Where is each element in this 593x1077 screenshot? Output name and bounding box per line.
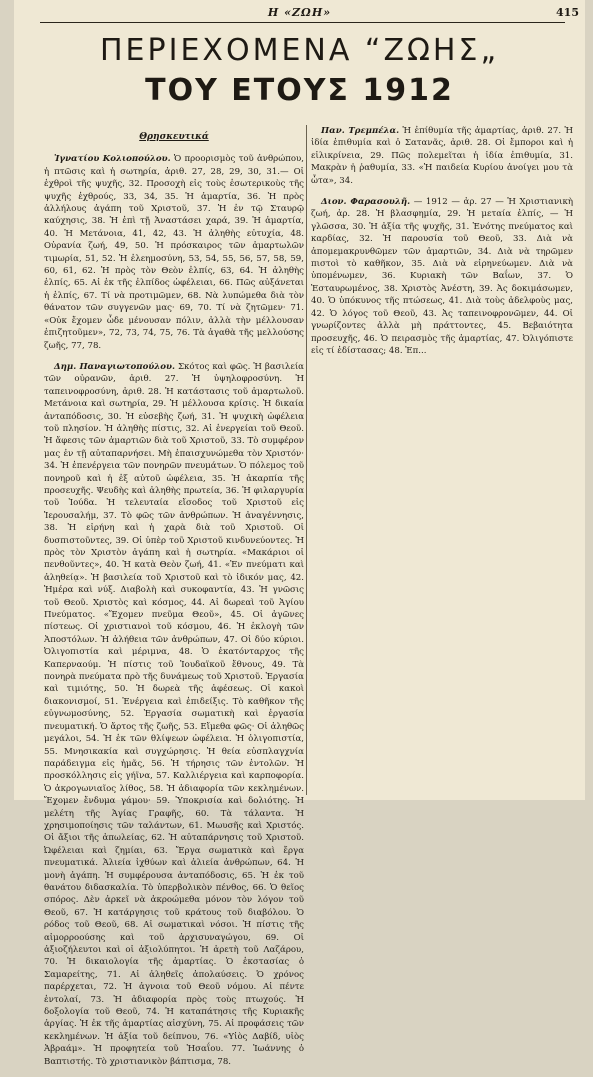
- running-head: Η «ΖΩΗ»: [267, 6, 332, 19]
- index-entry: [44, 153, 304, 352]
- entry-text: Σκότος καὶ φῶς. Ἡ βασιλεία τῶν οὐρανῶν, ἀριθ. 27. Ἡ ὑψηλοφροσύνη. Ἡ ταπεινοφροσύνη, ἀριθ. 28. Ἡ κατάστασις τοῦ ἁμαρτωλοῦ. Μετάνοια καὶ σωτηρία, 29. Ἡ μέλλουσα κρίσις. Ἡ δικαία ἀνταπόδοσις, 30. Ἡ εὐσεβὴς ζωή, 31. Ἡ ψυχικὴ ὠφέλεια τοῦ πλησίον. Ἡ ἀληθὴς πίστις, 32. Αἱ ἐνεργείαι τοῦ Θεοῦ. Ἡ ἄφεσις τῶν ἁμαρτιῶν διὰ τοῦ Χριστοῦ, 33. Τὸ συμφέρον μας ἐν τῇ αὐταπαρνήσει. Μὴ ἐπαισχυνώμεθα τὸν Χριστόν· 34. Ἡ ἐπενέργεια τῶν πονηρῶν πνευμάτων. Ὁ πόλεμος τοῦ πονηροῦ καὶ ἡ ἐξ αὐτοῦ ὠφέλεια, 35. Ἡ ἀκαρπία τῆς προσευχῆς. Ψευδὴς καὶ ἀληθὴς πρωτεία, 36. Ἡ φιλαργυρία τοῦ Ἰούδα. Ἡ τελευταία εἴσοδος τοῦ Χριστοῦ εἰς Ἱερουσαλήμ, 37. Τὸ φῶς τῶν ἀνθρώπων. Ἡ ἀναγέννησις, 38. Ἡ εἰρήνη καὶ ἡ χαρὰ διὰ τοῦ Χριστοῦ. Οἱ δυσπιστοῦντες, 39. Οἱ ὑπὲρ τοῦ Χριστοῦ κινδυνεύοντες. Ἡ πρὸς τὸν Χριστὸν ἀγάπη καὶ ἡ σωτηρία. «Μακάριοι οἱ πενθοῦντες», 40. Ἡ κατὰ Θεὸν ζωή, 41. «Ἐν πνεύματι καὶ ἀληθείᾳ». Ἡ βασιλεία τοῦ Χριστοῦ καὶ τὸ ἰδικόν μας, 42. Ἡμέρα καὶ νύξ. Διαβολὴ καὶ συκοφαντία, 43. Ἡ γνῶσις τοῦ Θεοῦ. Χριστὸς καὶ κόσμος, 44. Αἱ δωρεαὶ τοῦ Ἁγίου Πνεύματος. «Ἔχομεν πνεῦμα Θεοῦ», 45. Οἱ ἀγῶνες πίστεως. Οἱ χριστιανοὶ τοῦ κόσμου, 46. Ἡ ἐκλογὴ τῶν Ἀποστόλων. Ἡ ἀλήθεια τῶν ἀνθρώπων, 47. Οἱ δύο κύριοι. Ὀλιγοπιστία καὶ μέριμνα, 48. Ὁ ἐκατόνταρχος τῆς Καπερναούμ. Ἡ πίστις τοῦ Ἰουδαϊκοῦ ἔθνους, 49. Τὰ πονηρὰ πνεύματα πρὸ τῆς δυνάμεως τοῦ Χριστοῦ. Ἐργασία καὶ τιμιότης, 50. Ἡ δωρεὰ τῆς ἀφέσεως. Οἱ κακοὶ διακονισμοί, 51. Ἐνέργεια καὶ ἐπιδείξις. Τὸ καθῆκον τῆς εὐγνωμοσύνης, 52. Ἐργασία σωματικὴ καὶ ἐργασία πνευματική. Ὁ ἄρτος τῆς ζωῆς, 53. Εἴμεθα φῶς· Οἱ ἀληθῶς μεγάλοι, 54. Ἡ ἐκ τῶν θλίψεων ὠφέλεια. Ἡ ὀλιγοπιστία, 55. Μνησικακία καὶ συγχώρησις. Ἡ θεία εὐσπλαγχνία παράδειγμα εἰς ἡμᾶς, 56. Ἡ τήρησις τῶν ἐντολῶν. Ἡ προσκόλλησις εἰς γήϊνα, 57. Καλλιέργεια καὶ καρποφορία. Ὁ ἀκρογωνιαῖος λίθος, 58. Ἡ ἀδιαφορία τῶν κεκλημένων. Ἔχομεν ἔνδυμα γάμου· 59. Ὑποκρισία καὶ δολιότης. Ἡ μελέτη τῆς Ἁγίας Γραφῆς, 60. Τὰ τάλαντα. Ἡ χρησιμοποίησις τῶν ταλάντων, 61. Μωυσῆς καὶ Χριστός. Οἱ ἄξιοι τῆς ἀπωλείας, 62. Ἡ αὐταπάρνησις τοῦ Χριστοῦ. Ὠφέλειαι καὶ ζημίαι, 63. Ἔργα σωματικὰ καὶ ἔργα πνευματικά. Ἁλιεία ἰχθύων καὶ ἁλιεία ἀνθρώπων, 64. Ἡ μονὴ ἀγάπη. Ἡ συμφέρουσα ἀνταπόδοσις, 65. Ἡ ἐκ τοῦ θανάτου διδασκαλία. Τὸ ὑπερβολικὸν πένθος, 66. Ὁ θεῖος σπόρος. Δὲν ἀρκεῖ νὰ ἀκροώμεθα μόνον τὸν λόγον τοῦ Θεοῦ, 67. Ἡ κατάργησις τοῦ κράτους τοῦ διαβόλου. Ὁ ρόδος τοῦ Θεοῦ, 68. Αἱ σωματικαὶ νόσοι. Ἡ πίστις τῆς αἱμορροούσης καὶ τοῦ ἀρχισυναγώγου, 69. Οἱ ἀξιοζήλευτοι καὶ οἱ ἀξιολύπητοι. Ἡ ἀρετὴ τοῦ Λαζάρου, 70. Ἡ δικαιολογία τῆς ἁμαρτίας. Ὁ ἐκστασίας ὁ Σαμαρείτης, 71. Αἱ ἀληθεῖς ἀπολαύσεις. Ὁ χρόνος παρέρχεται, 72. Ἡ ἀγνοια τοῦ Θεοῦ νόμου. Αἱ πέντε ἐντολαί, 73. Ἡ ἀδιαφορία πρὸς τοὺς πτωχούς. Ἡ δοξολογία τοῦ Θεοῦ, 74. Ἡ καταπάτησις τῆς Κυριακῆς ἀργίας. Ἡ ἐκ τῆς ἁμαρτίας αἰσχύνη, 75. Αἱ προφάσεις τῶν κεκλημένων. Ἡ ἀξία τοῦ δείπνου, 76. «Υἱὸς Δαβίδ, υἱὸς Ἀβραάμ». Ἡ προφητεία τοῦ Ἡσαΐου. 77. Ἰωάννης ὁ Βαπτιστής. Τὸ χριστιανικὸν βάπτισμα, 78.: [44, 361, 304, 1067]
- page-number: 415: [556, 6, 579, 19]
- entry-text: Ἡ ἐπίθυμία τῆς ἁμαρτίας, ἀριθ. 27. Ἡ ἰδία ἐπιθυμία καὶ ὁ Σατανᾶς, ἀριθ. 28. Οἱ ἔμποροι καὶ ἡ εἰλικρίνεια, 29. Πῶς πολεμεῖται ἡ ἰδία ἐπιθυμία, 31. Μακρὰν ἡ ῥαθυμία, 33. «Ἡ παιδεία Κυρίου ἀνοίγει μου τὰ ὦτα», 34.: [311, 126, 573, 186]
- header-rule: [40, 22, 565, 23]
- section-heading: Θρησκευτικά: [139, 132, 209, 142]
- document-page: [14, 0, 585, 1067]
- entry-author: Ἰγνατίου Κολιοπούλου.: [54, 154, 171, 165]
- index-entry: [44, 361, 304, 1068]
- text-column-right: [311, 125, 573, 366]
- page-title-line-1: ΠΕΡΙΕΧΟΜΕΝΑ “ΖΩΗΣ„: [100, 33, 499, 68]
- index-entry: [311, 125, 573, 187]
- entry-author: Δημ. Παναγιωτοπούλου.: [54, 361, 175, 372]
- entry-text: Ὁ προορισμὸς τοῦ ἀνθρώπου, ἡ πτῶσις καὶ ἡ σωτηρία, ἀριθ. 27, 28, 29, 30, 31.— Οἱ ἐχθροὶ τῆς ψυχῆς, 32. Προσοχὴ εἰς τοὺς ἐσωτερικοὺς τῆς ψυχῆς ἐχθρούς, 33, 34, 35. Ἡ ἁμαρτία, 36. Ἡ πρὸς ἀλλήλους ἀγάπη τοῦ Χριστοῦ, 37. Ἡ ἐν τῷ Σταυρῷ καύχησις, 38. Ἡ ἐπὶ τῇ Ἀναστάσει χαρά, 39. Ἡ ἁμαρτία, 40. Ἡ Μετάνοια, 41, 42, 43. Ἡ ἀληθὴς εὐτυχία, 48. Οὐρανία ζωή, 49, 50. Ἡ πρόσκαιρος τῶν ἁμαρτωλῶν τιμωρία, 51, 52. Ἡ ἐλεημοσύνη, 53, 54, 55, 56, 57, 58, 59, 60, 61, 62. Ἡ πρὸς τὸν Θεὸν ἐλπίς, 63, 64. Ἡ ἀληθὴς ἐλπίς, 65. Αἱ ἐκ τῆς ἐλπίδος ὠφέλειαι, 66. Πῶς αὐξάνεται ἡ ἐλπίς, 67. Τί νὰ προτιμῶμεν, 68. Νὰ λυπώμεθα διὰ τὸν θάνατον τῶν συγγενῶν μας· 69, 70. Τί νὰ ζητῶμεν· 71. «Οὐκ ἔχομεν ὧδε μένουσαν πόλιν, ἀλλὰ τὴν μέλλουσαν ἐπιζητοῦμεν», 72, 73, 74, 75, 76. Τὰ ἀγαθὰ τῆς μελλούσης ζωῆς, 77, 78.: [44, 154, 304, 351]
- column-divider: [306, 125, 307, 795]
- entry-author: Παν. Τρεμπέλα.: [321, 126, 400, 136]
- index-entry: [311, 196, 573, 357]
- text-column-left: [44, 125, 304, 1077]
- page-title-line-2: ΤΟΥ ΕΤΟΥΣ 1912: [145, 73, 454, 108]
- entry-text: — 1912 — ἀρ. 27 — Ἡ Χριστιανικὴ ζωή, ἀρ. 28. Ἡ βλασφημία, 29. Ἡ μεταία ἐλπίς, — Ἡ γλῶσσα, 30. Ἡ ἀξία τῆς ψυχῆς, 31. Ἑνότης πνεύματος καὶ καρδίας, 32. Ἡ παρουσία τοῦ Θεοῦ, 33. Διὰ νὰ ἀπομεμακρυνθῶμεν τῶν ἁμαρτιῶν, 34. Διὰ νὰ τηρῶμεν πιστοὶ τὸ καθῆκον, 35. Διὰ νὰ εἰρηνεύωμεν. Διὰ νὰ ὑπομένωμεν, 36. Κυριακὴ τῶν Βαΐων, 37. Ὁ Ἐσταυρωμένος, 38. Χριστὸς Ἀνέστη, 39. Ἀς δοκιμάσωμεν, 40. Ὁ ὑπόκυνος τῆς πτώσεως, 41. Διὰ τοὺς ἀδελφοὺς μας, 42. Ὁ λόγος τοῦ Θεοῦ, 43. Ἀς ταπεινοφρονῶμεν, 44. Οἱ γνωρίζοντες ἀλλὰ μὴ πράττοντες, 45. Βεβαιότητα προσευχῆς, 46. Ὁ πειρασμὸς τῆς ἁμαρτίας, 47. Ὀλιγόπιστε εἰς τί ἐδίστασας; 48. Ἐπ...: [311, 197, 573, 356]
- entry-author: Διον. Φαρασουλῆ.: [321, 197, 411, 208]
